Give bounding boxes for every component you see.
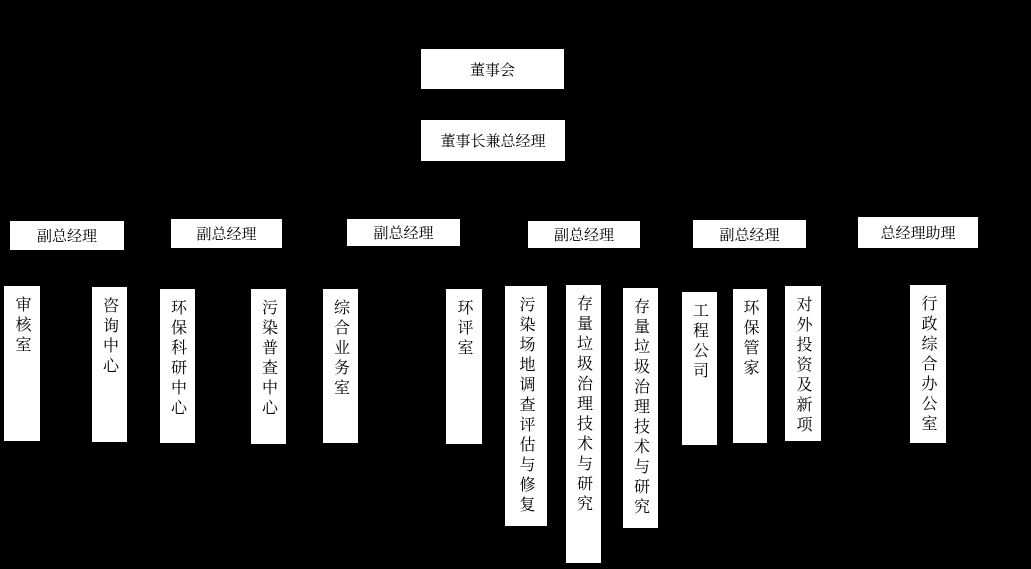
dept-audit-office-label: 审核室: [13, 296, 32, 356]
vice-gm-box-2: [171, 219, 282, 248]
dept-env-steward-label: 环保管家: [741, 299, 760, 379]
vice-gm-box-5: [693, 220, 806, 248]
chairman-gm-label: 董事长兼总经理: [440, 132, 546, 150]
dept-stock-waste-research-box-2: [623, 288, 658, 528]
vice-gm-box-1: [10, 221, 124, 250]
dept-site-investigation-remediation-label: 污染场地调查评估与修复: [517, 296, 536, 516]
dept-pollution-census-center-label: 污染普查中心: [259, 299, 279, 419]
vice-gm-box-3: [347, 219, 460, 246]
dept-consulting-center-box: [92, 287, 127, 442]
dept-eia-office-box: [446, 289, 482, 444]
dept-site-investigation-remediation-box: [505, 286, 547, 526]
board-box: [421, 49, 564, 89]
dept-pollution-census-center-box: [251, 289, 286, 444]
vice-gm-label-2: 副总经理: [196, 225, 257, 243]
dept-env-steward-box: [733, 289, 767, 443]
dept-admin-office-box: [910, 285, 946, 443]
dept-audit-office-box: [4, 286, 40, 441]
dept-external-investment-label: 对外投资及新项: [794, 296, 813, 436]
dept-general-business-office-box: [323, 289, 358, 443]
dept-general-business-office-label: 综合业务室: [331, 299, 351, 399]
dept-admin-office-label: 行政综合办公室: [919, 295, 938, 435]
dept-consulting-center-label: 咨询中心: [100, 297, 120, 377]
dept-env-research-center-label: 环保科研中心: [168, 299, 188, 419]
board-label: 董事会: [469, 60, 515, 79]
vice-gm-label-5: 副总经理: [719, 225, 780, 244]
vice-gm-box-4: [528, 221, 640, 248]
dept-eia-office-label: 环评室: [455, 299, 474, 359]
dept-engineering-company-label: 工程公司: [690, 302, 710, 382]
vice-gm-label-4: 副总经理: [553, 226, 614, 244]
gm-assistant-box: [858, 217, 978, 248]
dept-env-research-center-box: [160, 289, 195, 443]
chairman-gm-box: [421, 120, 565, 161]
dept-stock-waste-research-label-1: 存量垃圾治理技术与研究: [574, 295, 594, 515]
vice-gm-label-1: 副总经理: [36, 227, 97, 245]
gm-assistant-label: 总经理助理: [880, 224, 956, 242]
dept-engineering-company-box: [682, 292, 717, 445]
dept-stock-waste-research-label-2: 存量垃圾治理技术与研究: [631, 298, 651, 518]
dept-external-investment-box: [785, 286, 821, 441]
dept-stock-waste-research-box-1: [566, 285, 601, 563]
vice-gm-label-3: 副总经理: [373, 224, 434, 242]
